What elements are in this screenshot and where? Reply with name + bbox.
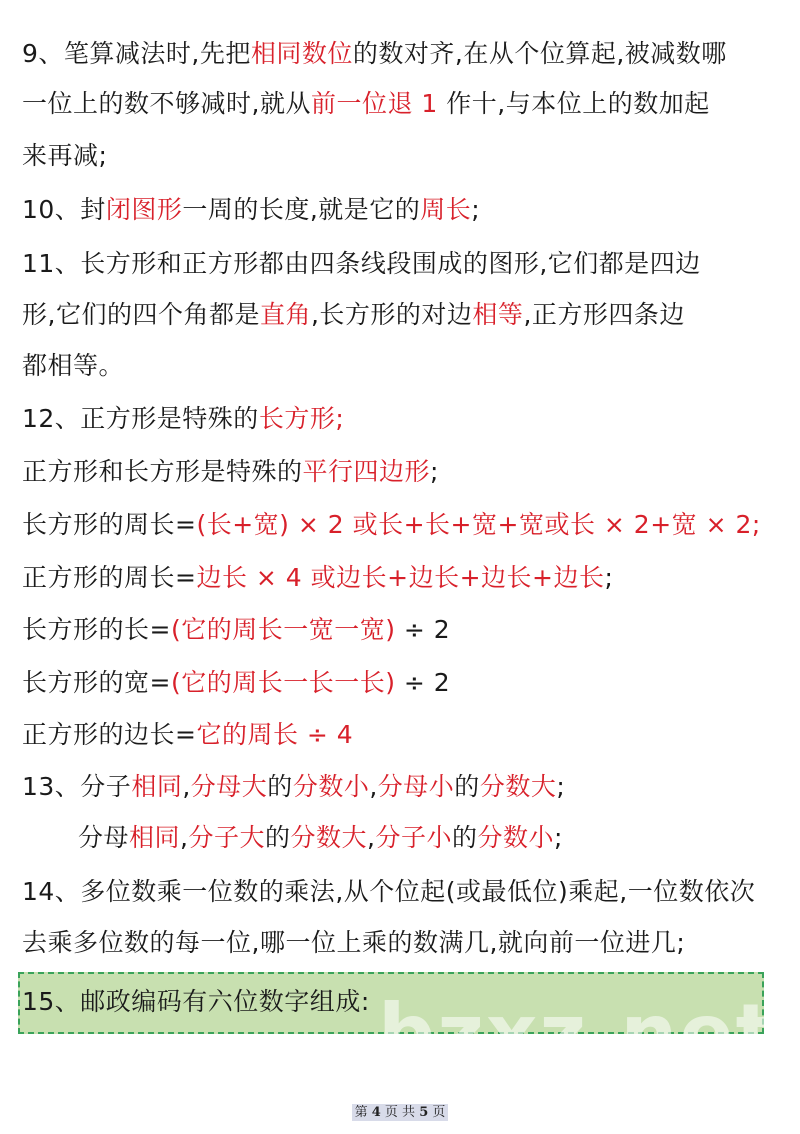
text: 的 [265, 823, 291, 852]
text: 长方形的宽= [22, 668, 171, 697]
rectangle-perimeter-formula [22, 509, 778, 541]
item-14-line-2 [22, 927, 778, 959]
text: 长方形的长= [22, 615, 171, 644]
highlight-text: 长方形; [258, 404, 345, 433]
text: ; [556, 772, 566, 801]
highlight-text: 相同数位 [250, 39, 353, 68]
current-page: 4 [371, 1105, 381, 1120]
item-13-line-1 [22, 771, 778, 803]
text: 一位上的数不够减时,就从 [22, 89, 311, 118]
highlight-text: 分子小 [375, 823, 452, 852]
item-14-line-1 [22, 876, 778, 908]
text: ÷ 2 [395, 668, 451, 697]
text: 正方形的周长= [22, 563, 197, 592]
item-11-line-1 [22, 248, 778, 280]
text: 形,它们的四个角都是 [22, 300, 260, 329]
text: , [367, 823, 376, 852]
text: 10、封 [22, 195, 106, 224]
highlight-text: 相等 [472, 300, 524, 329]
text: 一周的长度,就是它的 [182, 195, 421, 224]
text: 12、正方形是特殊的 [22, 404, 259, 433]
highlight-text: 分数小 [292, 772, 370, 801]
text: ; [554, 823, 563, 852]
text: 分母 [78, 823, 130, 852]
text: 的 [267, 772, 293, 801]
text: , [369, 772, 378, 801]
highlight-text: 分子大 [188, 823, 265, 852]
item-9-line-1 [22, 38, 778, 70]
item-10 [22, 194, 778, 226]
text: 14、多位数乘一位数的乘法,从个位起(或最低位)乘起,一位数依次 [22, 877, 756, 906]
text: 的数对齐,在从个位算起,被减数哪 [352, 39, 727, 68]
highlight-text: 相同 [131, 772, 183, 801]
highlight-text: 周长 [420, 195, 472, 224]
highlight-text: 分数小 [477, 823, 555, 852]
text: 长方形的周长= [22, 510, 197, 539]
square-perimeter-formula [22, 562, 778, 594]
highlight-text: 闭图形 [105, 195, 183, 224]
highlight-text: 平行四边形 [302, 457, 431, 486]
highlight-text: (长+宽) × 2 或长+长+宽+宽或长 × 2+宽 × 2; [196, 510, 761, 539]
highlight-text: (它的周长一宽一宽) [170, 615, 396, 644]
text: ÷ 2 [395, 615, 451, 644]
item-12-line-1 [22, 403, 778, 435]
text: 9、笔算减法时,先把 [22, 39, 251, 68]
text: , [180, 823, 189, 852]
text: 13、分子 [22, 772, 132, 801]
highlight-text: 它的周长 ÷ 4 [196, 720, 354, 749]
highlight-text: 边长 × 4 或边长+边长+边长+边长 [196, 563, 605, 592]
rectangle-width-formula [22, 667, 778, 699]
page-footer [0, 1101, 800, 1120]
item-11-line-2 [22, 299, 778, 331]
highlight-text: 分母小 [377, 772, 455, 801]
text: 的 [452, 823, 478, 852]
text: , [182, 772, 191, 801]
highlight-text: 相同 [129, 823, 181, 852]
text: ,正方形四条边 [523, 300, 685, 329]
highlight-text: 分母大 [190, 772, 268, 801]
highlight-text: 前一位退 1 [310, 89, 438, 118]
text: 第 [354, 1105, 368, 1120]
text: 页 共 [384, 1105, 416, 1120]
text: 页 [432, 1105, 446, 1120]
text: 正方形的边长= [22, 720, 197, 749]
highlight-text: 分数大 [479, 772, 557, 801]
page-number [352, 1104, 449, 1121]
highlight-text: 分数大 [290, 823, 368, 852]
item-9-line-2 [22, 88, 778, 120]
text: 正方形和长方形是特殊的 [22, 457, 303, 486]
text: 15、邮政编码有六位数字组成: [22, 987, 370, 1016]
item-13-line-2 [78, 822, 778, 854]
text: ; [604, 563, 614, 592]
text: 来再减; [22, 141, 108, 170]
text: 作十,与本位上的数加起 [437, 89, 710, 118]
total-pages: 5 [419, 1105, 429, 1120]
text: ; [430, 457, 439, 486]
highlight-text: (它的周长一长一长) [170, 668, 396, 697]
watermark: bzxz.net [378, 987, 776, 1080]
item-9-line-3 [22, 140, 778, 172]
rectangle-length-formula [22, 614, 778, 646]
text: 的 [454, 772, 480, 801]
item-11-line-3 [22, 350, 778, 382]
square-side-formula [22, 719, 778, 751]
text: ,长方形的对边 [310, 300, 473, 329]
highlight-text: 直角 [259, 300, 311, 329]
item-12-line-2 [22, 456, 778, 488]
text: ; [471, 195, 481, 224]
text: 都相等。 [22, 351, 125, 380]
text: 去乘多位数的每一位,哪一位上乘的数满几,就向前一位进几; [22, 928, 686, 957]
text: 11、长方形和正方形都由四条线段围成的图形,它们都是四边 [22, 249, 701, 278]
